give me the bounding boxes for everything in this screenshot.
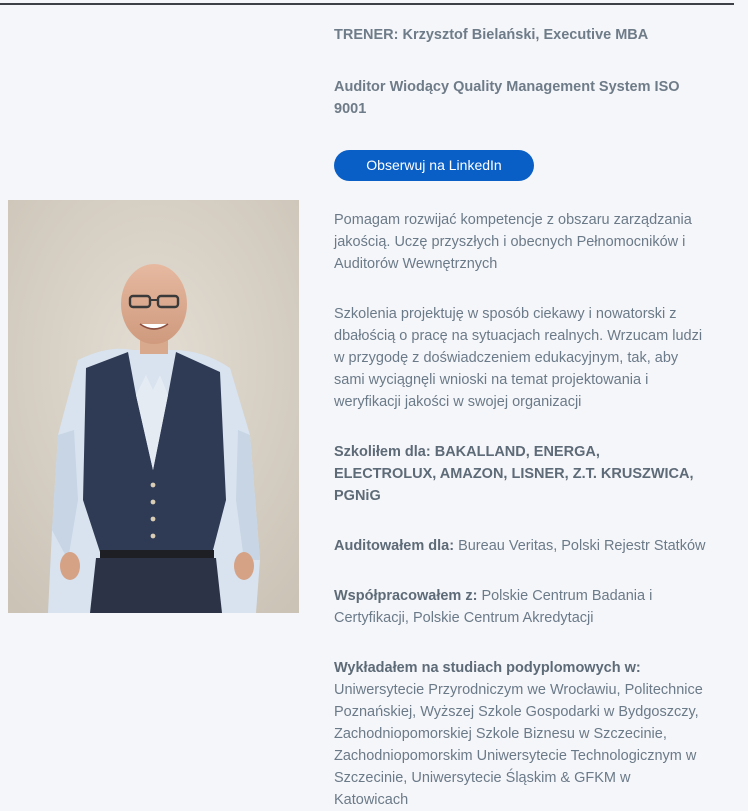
- cooperation: [334, 585, 706, 629]
- bio-approach: Szkolenia projektuję w sposób ciekawy i nowatorski z dbałością o pracę na sytuacjach realnych. Wrzucam ludzi w przygodę z doświadczeniem edukacyjnym, tak, aby sami wyciągnęli wnioski na temat projektowania i weryfikacji jakości w swojej organizacji: [334, 306, 703, 410]
- trainer-title: TRENER: Krzysztof Bielański, Executive MBA: [334, 27, 649, 43]
- audited-value: Bureau Veritas, Polski Rejestr Statków: [454, 538, 706, 554]
- trained-clients: Szkoliłem dla: BAKALLAND, ENERGA, ELECTROLUX, AMAZON, LISNER, Z.T. KRUSZWICA, PGNiG: [334, 444, 694, 504]
- trainer-photo: [8, 200, 299, 613]
- cooperation-value: Polskie Centrum Badania i Certyfikacji, Polskie Centrum Akredytacji: [334, 588, 653, 626]
- cooperation-label: Współpracowałem z:: [334, 588, 478, 604]
- audited-for: [334, 535, 706, 557]
- audited-label: Auditowałem dla:: [334, 538, 455, 554]
- trainer-role: Auditor Wiodący Quality Management System ISO 9001: [334, 79, 680, 117]
- lectures: [334, 657, 706, 811]
- trainer-bio: [334, 24, 706, 811]
- top-divider: [0, 3, 734, 5]
- linkedin-follow-button[interactable]: Obserwuj na LinkedIn: [334, 150, 534, 181]
- bio-intro: Pomagam rozwijać kompetencje z obszaru zarządzania jakością. Uczę przyszłych i obecnych Pełnomocników i Auditorów Wewnętrznych: [334, 212, 692, 272]
- lectures-value: Uniwersytecie Przyrodniczym we Wrocławiu, Politechnice Poznańskiej, Wyższej Szkole Gospodarki w Bydgoszczy, Zachodniopomorskiej Szkole Biznesu w Szczecinie, Zachodniopomorskim Uniwersytecie Technologicznym w Szczecinie, Uniwersytecie Śląskim & GFKM w Katowicach: [334, 682, 703, 808]
- lectures-label: Wykładałem na studiach podyplomowych w:: [334, 660, 641, 676]
